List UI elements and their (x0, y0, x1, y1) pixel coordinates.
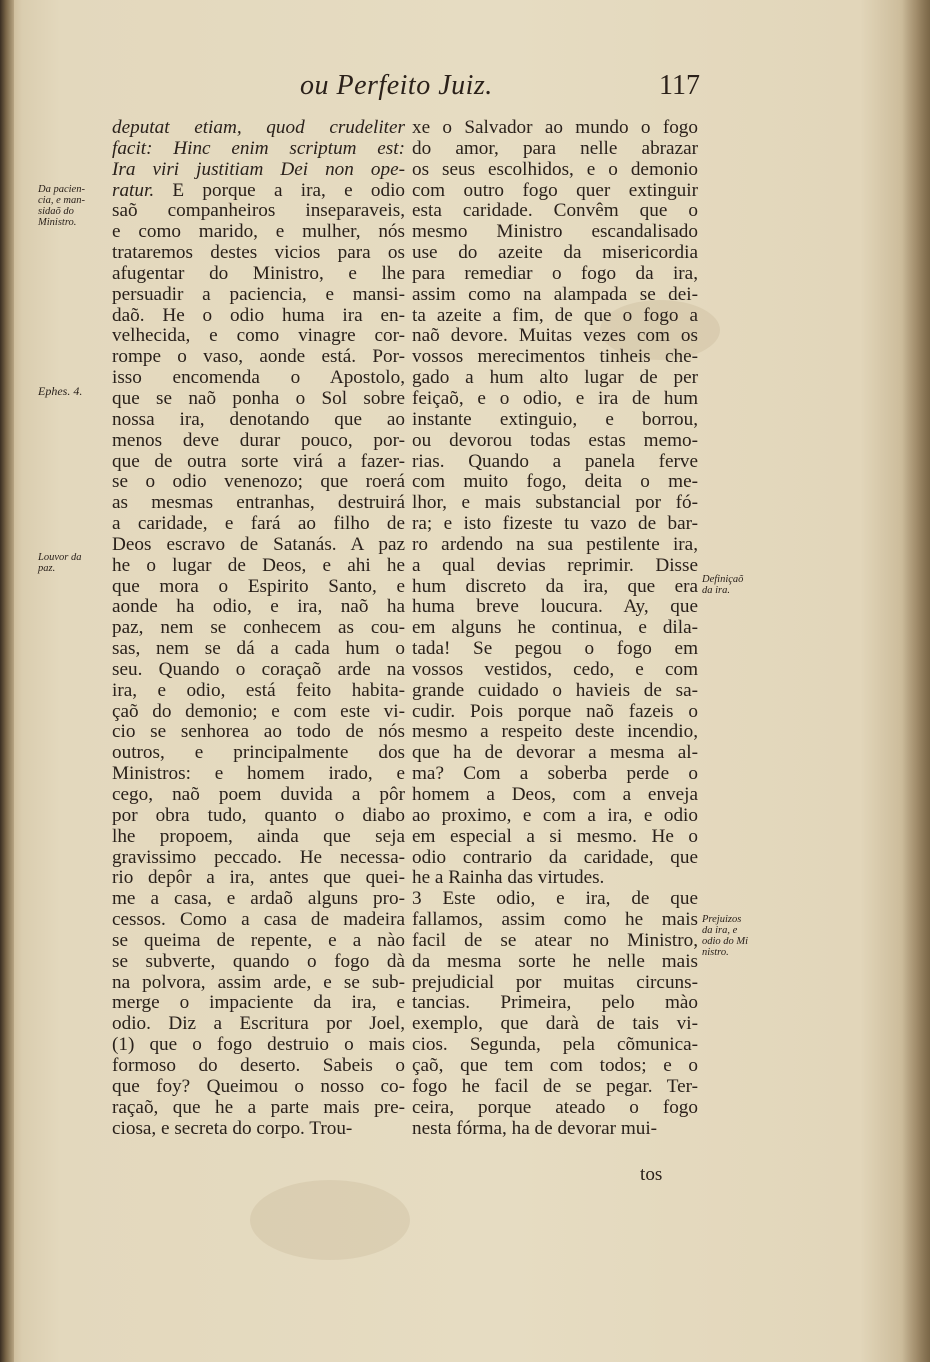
text-line: nesta fórma, ha de devorar mui- (412, 1117, 658, 1139)
margin-note-line: da ira. (702, 585, 731, 596)
text-line: rio depôr a ira, antes que quei- (112, 867, 405, 889)
text-line: he o lugar de Deos, e ahi he (112, 554, 405, 576)
page-number: 117 (659, 70, 700, 101)
margin-note-line: Definiçaõ (702, 574, 744, 585)
page-header (300, 70, 700, 110)
text-line: a qual devias reprimir. Disse (412, 554, 698, 576)
text-line: menos deve durar pouco, por- (112, 429, 405, 451)
text-line: hum discreto da ira, que era (412, 575, 698, 597)
text-line: lhor, e mais substancial por fó- (412, 492, 698, 514)
margin-note-line: Prejuizos (702, 914, 742, 925)
catchword: tos (640, 1164, 663, 1185)
text-line: ra; e isto fizeste tu vazo de bar- (412, 513, 698, 535)
text-line: instante extinguio, e borrou, (412, 408, 698, 430)
text-line: he a Rainha das virtudes. (412, 867, 605, 889)
text-line: facil de se atear no Ministro, (412, 929, 698, 951)
text-line: trataremos destes vicios para os (112, 242, 405, 264)
text-line: Deos escravo de Satanás. A paz (112, 533, 405, 555)
text-line: tada! Se pegou o fogo em (412, 638, 698, 660)
text-line: que mora o Espirito Santo, e (112, 575, 405, 597)
text-line: Ira viri justitiam Dei non ope- (112, 158, 405, 180)
text-line: esta caridade. Convêm que o (412, 200, 698, 222)
text-line: exemplo, que darà de tais vi- (412, 1013, 698, 1035)
text-line: merge o impaciente da ira, e (112, 992, 405, 1014)
paper-stain (250, 1180, 410, 1260)
text-line: assim como na alampada se dei- (412, 283, 698, 305)
text-line: ciosa, e secreta do corpo. Trou- (112, 1117, 353, 1139)
margin-note-ephes: Ephes. 4. (38, 384, 83, 398)
text-line: isso encomenda o Apostolo, (112, 367, 405, 389)
text-line: que de outra sorte virá a fazer- (112, 450, 405, 472)
text-line: em especial a si mesmo. He o (412, 825, 698, 847)
text-line: tancias. Primeira, pelo mào (412, 992, 698, 1014)
margin-note-line: cia, e man- (38, 195, 85, 206)
right-text-column (412, 118, 698, 1139)
text-line: 3 Este odio, e ira, de que (412, 888, 698, 910)
text-line: da mesma sorte he nelle mais (412, 950, 698, 972)
text-line: aonde ha odio, e ira, naõ ha (112, 596, 405, 618)
text-line: ro ardendo na sua pestilente ira, (412, 533, 698, 555)
text-line: rompe o vaso, aonde está. Por- (112, 346, 405, 368)
text-line: cio se senhorea ao todo de nós (112, 721, 405, 743)
text-line: que foy? Queimou o nosso co- (112, 1075, 405, 1097)
text-line: facit: Hinc enim scriptum est: (112, 137, 405, 159)
text-line: raçaõ, que he a parte mais pre- (112, 1096, 405, 1118)
text-line: huma breve loucura. Ay, que (412, 596, 698, 618)
text-line: rias. Quando a panela ferve (412, 450, 698, 472)
text-line: cios. Segunda, pela cõmunica- (412, 1034, 698, 1056)
text-line: por obra tudo, quanto o diabo (112, 804, 405, 826)
margin-note-line: odio do Mi (702, 936, 749, 947)
text-line: outros, e principalmente dos (112, 742, 405, 764)
text-line: com muito fogo, deita o me- (412, 471, 698, 493)
text-line: homem a Deos, com a enveja (412, 784, 698, 805)
text-line: formoso do deserto. Sabeis o (112, 1054, 405, 1076)
text-line: ceira, porque ateado o fogo (412, 1096, 698, 1118)
text-line: se subverte, quando o fogo dà (112, 950, 405, 972)
text-line: se queima de repente, e a nào (112, 929, 405, 951)
text-line: cudir. Pois porque naõ fazeis o (412, 700, 698, 722)
margin-note-line: Da pacien- (38, 184, 85, 195)
margin-note-line: Louvor da (38, 552, 82, 563)
text-line: mesmo Ministro escandalisado (412, 221, 698, 243)
text-line: vossos merecimentos tinheis che- (412, 346, 698, 368)
margin-note-line: da ira, e (702, 925, 738, 936)
text-line: ira, e odio, está feito habita- (112, 679, 405, 701)
text-line: para remediar o fogo da ira, (412, 262, 698, 284)
text-line: fallamos, assim como he mais (412, 909, 698, 931)
text-line: seu. Quando o coraçaõ arde na (112, 658, 405, 680)
text-line: cego, naõ poem duvida a pôr (112, 784, 405, 805)
text-line: (1) que o fogo destruio o mais (112, 1034, 405, 1056)
text-line: daõ. He o odio huma ira en- (112, 304, 405, 326)
text-line: ma? Com a soberba perde o (412, 763, 698, 785)
text-line: ta azeite a fim, de que o fogo a (412, 304, 698, 326)
running-title: ou Perfeito Juiz. (300, 70, 493, 101)
text-line: mesmo a respeito deste incendio, (412, 721, 698, 743)
margin-note-prejuizos (702, 914, 774, 958)
text-line: na polvora, assim arde, e se sub- (112, 971, 405, 993)
text-line: com outro fogo quer extinguir (412, 179, 698, 201)
margin-note-line: nistro. (702, 947, 729, 958)
binding-gutter (0, 0, 14, 1362)
text-line: e como marido, e mulher, nós (112, 221, 405, 243)
margin-note-paciencia (38, 184, 110, 228)
text-line: vossos vestidos, cedo, e com (412, 658, 698, 680)
text-line: lhe propoem, ainda que seja (112, 825, 405, 847)
text-line: grande cuidado o havieis de sa- (412, 679, 698, 701)
text-line: deputat etiam, quod crudeliter (112, 117, 405, 138)
text-line: se o odio venenozo; que roerá (112, 471, 405, 493)
text-line: em alguns he continua, e dila- (412, 617, 698, 639)
margin-note-definicao (702, 574, 774, 596)
text-line: ratur. E porque a ira, e odio (112, 179, 405, 201)
text-line: que ha de devorar a mesma al- (412, 742, 698, 764)
text-line: ao proximo, e com a ira, e odio (412, 804, 698, 826)
text-line: odio contrario da caridade, que (412, 846, 698, 868)
text-line: que se naõ ponha o Sol sobre (112, 387, 405, 409)
text-line: çaõ do demonio; e com este vi- (112, 700, 405, 722)
text-line: persuadir a paciencia, e mansi- (112, 283, 405, 305)
page-edge-shadow (902, 0, 930, 1362)
text-line: me a casa, e ardaõ alguns pro- (112, 888, 405, 910)
text-line: sas, nem se dá a cada hum o (112, 638, 405, 660)
text-line: a caridade, e fará ao filho de (112, 513, 405, 535)
text-line: gado a hum alto lugar de per (412, 367, 698, 389)
text-line: prejudicial por muitas circuns- (412, 971, 698, 993)
text-line: odio. Diz a Escritura por Joel, (112, 1013, 405, 1035)
text-line: gravissimo peccado. He necessa- (112, 846, 405, 868)
margin-note-louvor (38, 552, 110, 574)
text-line: afugentar do Ministro, e lhe (112, 262, 405, 284)
text-line: fogo he facil de se pegar. Ter- (412, 1075, 698, 1097)
text-line: saõ companheiros inseparaveis, (112, 200, 405, 222)
text-line: çaõ, que tem com todos; e o (412, 1054, 698, 1076)
margin-note-line: sidaõ do (38, 206, 74, 217)
margin-note-line: paz. (38, 563, 56, 574)
text-line: cessos. Como a casa de madeira (112, 909, 405, 931)
text-line: naõ devore. Muitas vezes com os (412, 325, 698, 347)
text-line: feiçaõ, e o odio, e ira de hum (412, 387, 698, 409)
margin-note-line: Ministro. (38, 217, 77, 228)
text-line: as mesmas entranhas, destruirá (112, 492, 405, 514)
text-line: ou devorou todas estas memo- (412, 429, 698, 451)
text-line: velhecida, e como vinagre cor- (112, 325, 405, 347)
left-text-column (112, 118, 405, 1139)
text-line: nossa ira, denotando que ao (112, 408, 405, 430)
text-line: paz, nem se conhecem as cou- (112, 617, 405, 639)
text-line: os seus escolhidos, e o demonio (412, 158, 698, 180)
text-line: Ministros: e homem irado, e (112, 763, 405, 785)
text-line: do amor, para nelle abrazar (412, 137, 698, 159)
text-line: xe o Salvador ao mundo o fogo (412, 117, 698, 138)
text-line: use do azeite da misericordia (412, 242, 698, 264)
